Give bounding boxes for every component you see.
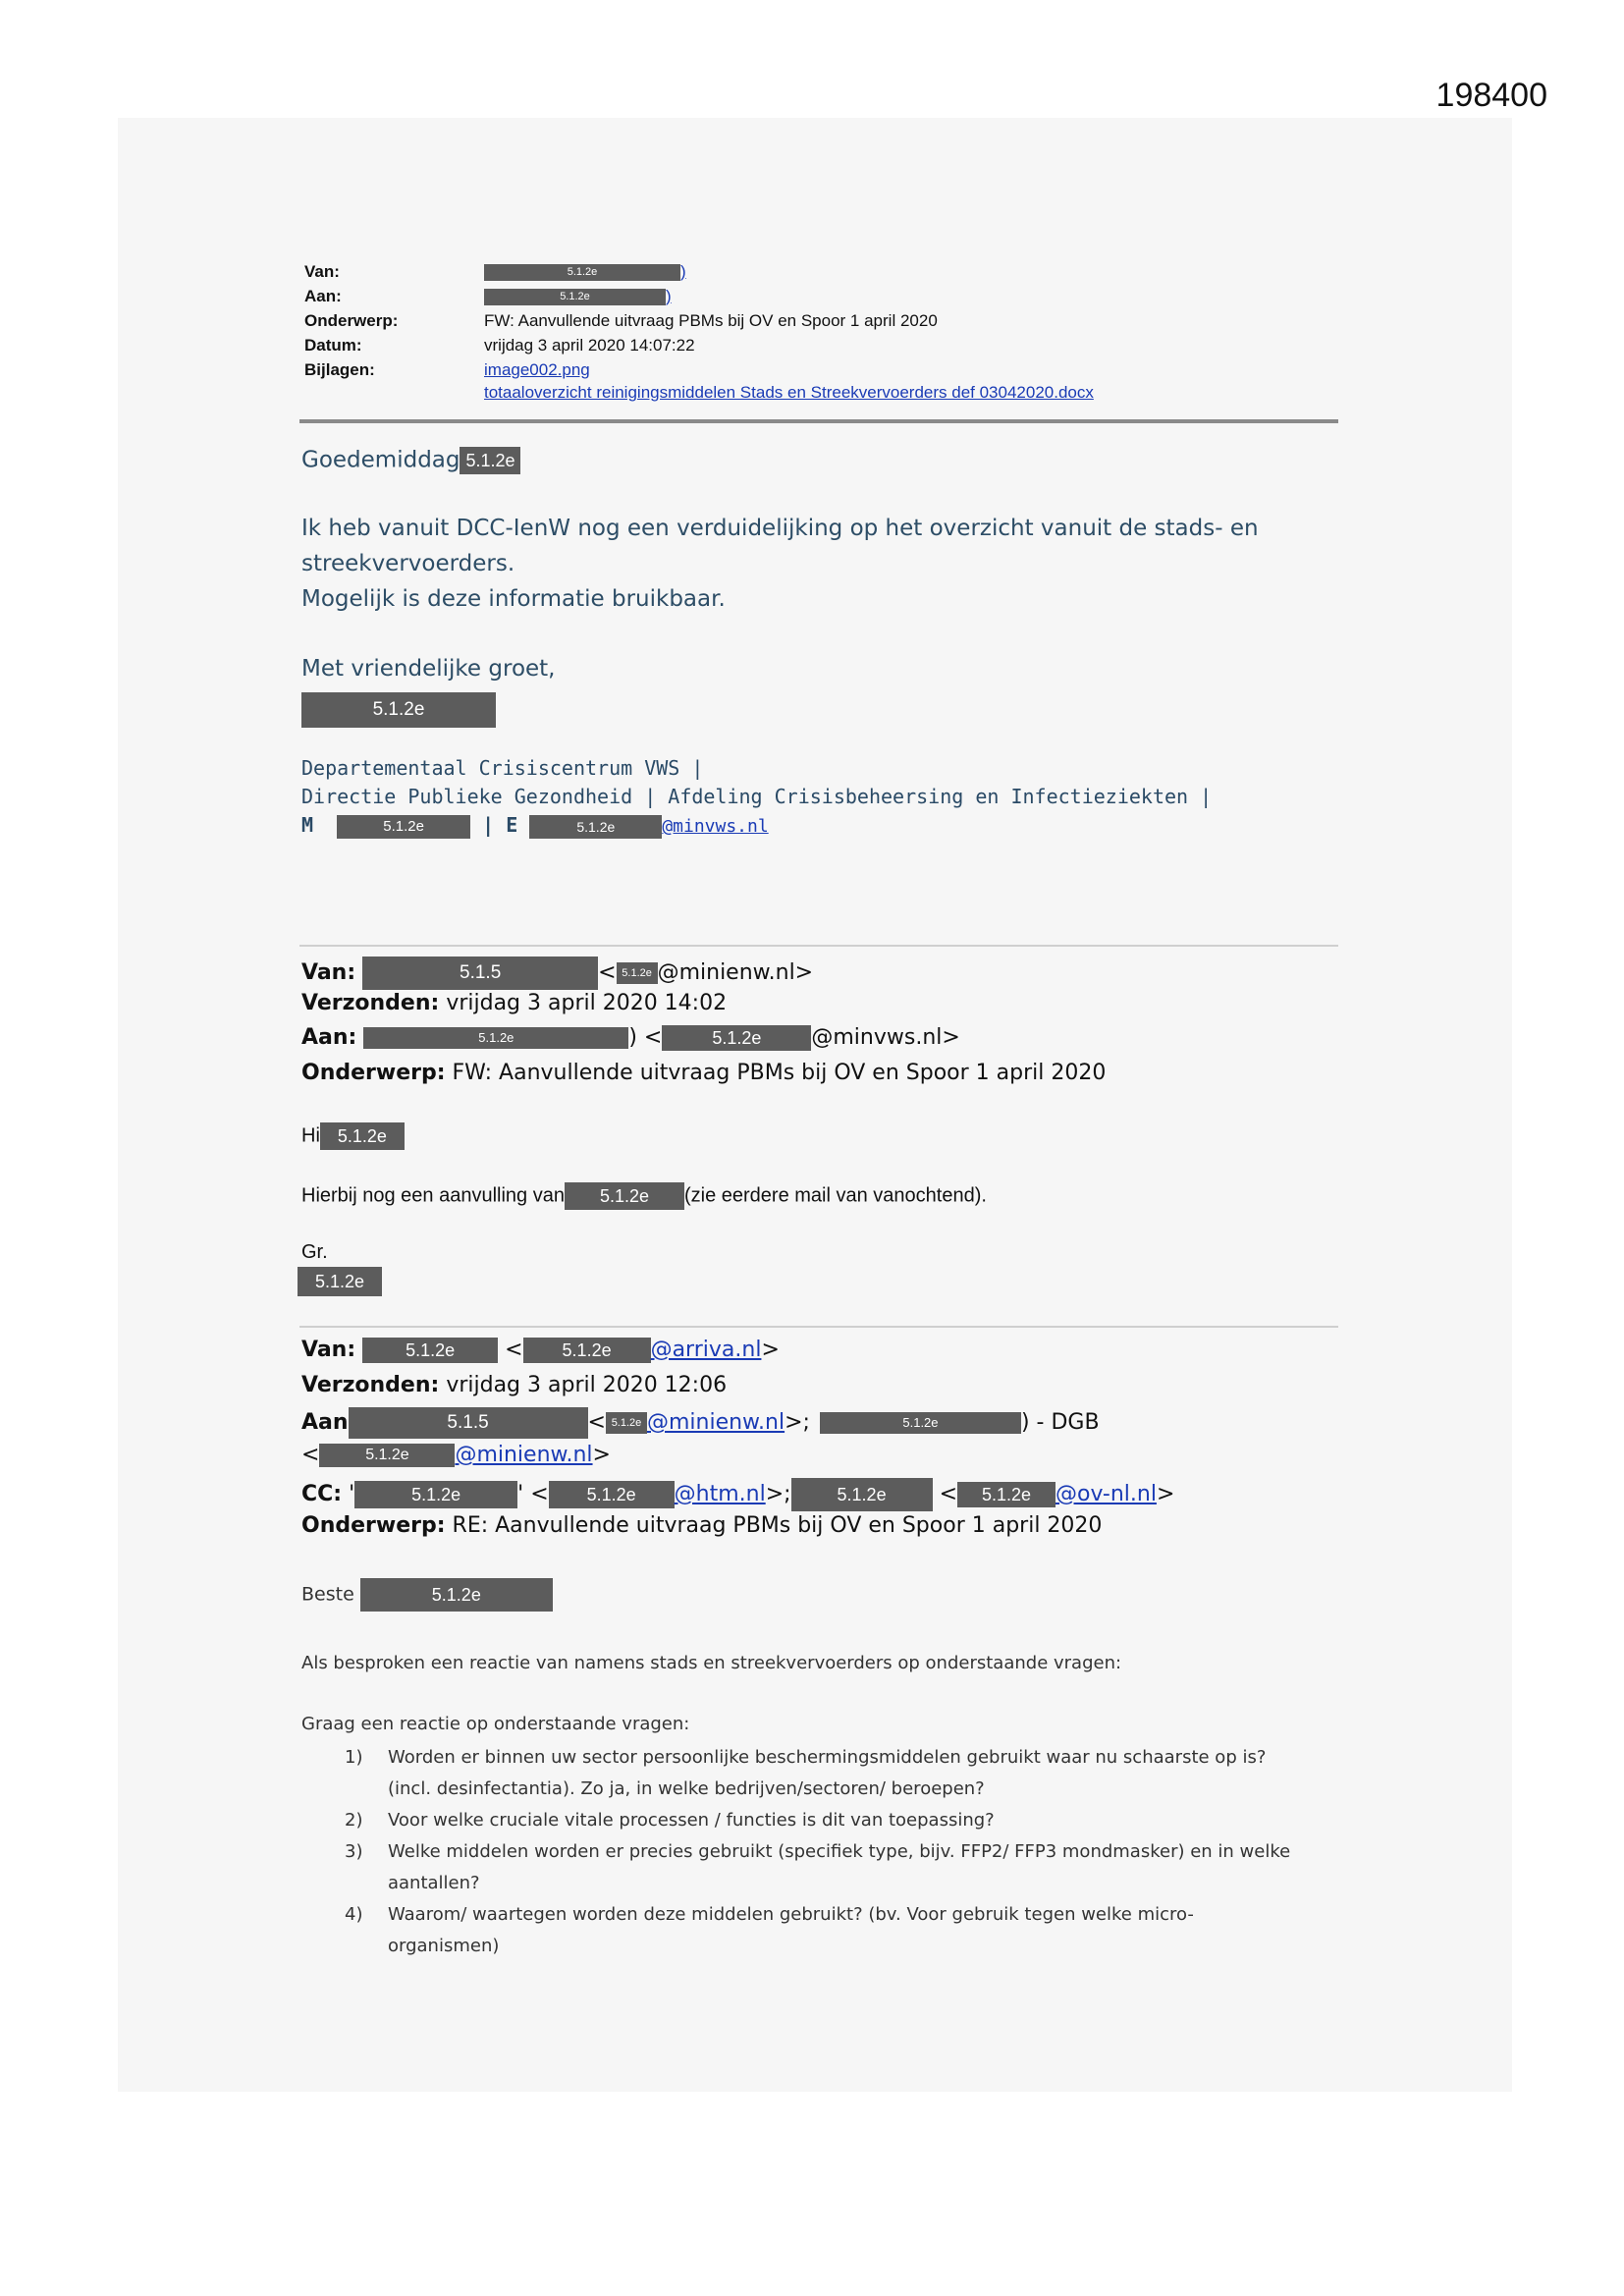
van-value [484, 262, 686, 282]
redaction-box: 5.1.2e [362, 1338, 498, 1363]
sig-e-label: | E [482, 813, 518, 837]
redaction-box: 5.1.2e [484, 264, 680, 281]
signature-line: Directie Publieke Gezondheid | Afdeling Crisisbeheersing en Infectieziekten | [301, 785, 1213, 808]
aan-sep: >; [785, 1410, 810, 1435]
aan-email-link[interactable]: @minienw.nl [646, 1410, 785, 1435]
mail2-onderwerp-row [301, 1061, 1106, 1085]
aan-label: Aan: [301, 1025, 357, 1050]
lt: < [587, 1410, 606, 1435]
signature-contact [301, 813, 769, 839]
aan-paren: ) [666, 287, 672, 305]
bijlagen-label: Bijlagen: [304, 360, 375, 379]
lt: < [301, 1443, 320, 1467]
question-text: Waarom/ waartegen worden deze middelen gebruikt? (bv. Voor gebruik tegen welke micro- [388, 1904, 1194, 1925]
van-paren: ) [680, 262, 686, 281]
aan-sep: ) < [628, 1025, 663, 1050]
list-item [301, 1836, 1342, 1899]
redaction-box: 5.1.2e [549, 1481, 675, 1508]
redaction-box: 5.1.2e [565, 1182, 684, 1210]
question-number: 4) [345, 1904, 363, 1925]
redaction-box: 5.1.2e [957, 1482, 1056, 1507]
body-line: Mogelijk is deze informatie bruikbaar. [301, 586, 726, 612]
redaction-box: 5.1.2e [662, 1025, 811, 1051]
question-text: aantallen? [388, 1873, 480, 1893]
redaction-box: 5.1.2e [617, 962, 658, 984]
aan-domain: @minvws.nl> [811, 1025, 960, 1050]
question-text: Voor welke cruciale vitale processen / functies is dit van toepassing? [388, 1810, 995, 1831]
verzonden-label: Verzonden: [301, 1373, 440, 1397]
attachment-link-2[interactable]: totaaloverzicht reinigingsmiddelen Stads en Streekvervoerders def 03042020.docx [484, 383, 1094, 402]
cc-label: CC: [301, 1482, 343, 1506]
redaction-box: 5.1.2e [337, 815, 470, 839]
mail3-intro: Als besproken een reactie van namens stads en streekvervoerders op onderstaande vragen: [301, 1653, 1122, 1673]
verzonden-label: Verzonden: [301, 991, 440, 1015]
redaction-box: 5.1.5 [362, 957, 598, 990]
list-item [301, 1899, 1342, 1962]
van-domain: @minienw.nl> [657, 960, 814, 985]
redaction-box: 5.1.2e [460, 447, 520, 474]
onderwerp-value: FW: Aanvullende uitvraag PBMs bij OV en Spoor 1 april 2020 [484, 311, 938, 330]
sig-m-label: M [301, 813, 314, 837]
cc-sep: >; [765, 1482, 791, 1506]
gt: > [592, 1443, 611, 1467]
question-text: Worden er binnen uw sector persoonlijke beschermingsmiddelen gebruikt waar nu schaarste op is? [388, 1747, 1267, 1768]
body-text: Hierbij nog een aanvulling van [301, 1184, 565, 1207]
aan-value [484, 287, 672, 306]
mail3-greeting [301, 1578, 553, 1612]
redaction-box: 5.1.2e [791, 1478, 933, 1511]
gt: > [761, 1338, 780, 1362]
van-email-link[interactable]: @arriva.nl [650, 1338, 762, 1362]
lt: < [939, 1482, 957, 1506]
aan-dgb: ) - DGB [1020, 1410, 1100, 1435]
gt: > [1156, 1482, 1175, 1506]
sig-email-link[interactable]: @minvws.nl [662, 816, 769, 837]
header-divider [299, 419, 1338, 423]
message-divider [299, 1326, 1338, 1328]
question-number: 3) [345, 1841, 363, 1862]
redaction-box: 5.1.2e [301, 692, 496, 728]
attachment-link-1[interactable]: image002.png [484, 360, 590, 379]
redaction-box: 5.1.2e [298, 1267, 382, 1296]
mail3-verzonden-row [301, 1373, 727, 1397]
mail2-sign-name [298, 1267, 382, 1296]
mail3-cc-row [301, 1478, 1174, 1511]
van-label: Van: [301, 1338, 356, 1362]
body-line: Ik heb vanuit DCC-IenW nog een verduidelijking op het overzicht vanuit de stads- en [301, 516, 1259, 541]
onderwerp-label: Onderwerp: [304, 311, 399, 330]
mail3-aan-row-2 [301, 1443, 611, 1467]
redaction-box: 5.1.5 [349, 1407, 588, 1439]
greeting [301, 447, 520, 474]
redaction-box: 5.1.2e [363, 1027, 628, 1049]
message-divider [299, 945, 1338, 947]
mail2-van-row [301, 957, 813, 990]
closing: Met vriendelijke groet, [301, 656, 556, 682]
question-number: 1) [345, 1747, 363, 1768]
mail2-greeting [301, 1122, 405, 1150]
van-label: Van: [304, 262, 340, 281]
mail3-aan-row [301, 1407, 1100, 1439]
onderwerp-label: Onderwerp: [301, 1061, 446, 1085]
body-text: (zie eerdere mail van vanochtend). [683, 1184, 987, 1207]
greeting-text: Goedemiddag [301, 447, 460, 473]
mail2-aan-row [301, 1025, 960, 1051]
lt: < [598, 960, 617, 985]
beste-text: Beste [301, 1583, 354, 1606]
question-intro: Graag een reactie op onderstaande vragen: [301, 1714, 690, 1734]
redaction-box: 5.1.2e [319, 1444, 455, 1467]
mail2-body [301, 1182, 987, 1210]
document-number: 198400 [1435, 77, 1547, 114]
onderwerp-value: RE: Aanvullende uitvraag PBMs bij OV en Spoor 1 april 2020 [452, 1513, 1103, 1538]
mail3-onderwerp-row [301, 1513, 1102, 1538]
mail2-gr: Gr. [301, 1241, 328, 1263]
verzonden-value: vrijdag 3 april 2020 12:06 [446, 1373, 728, 1397]
question-number: 2) [345, 1810, 363, 1831]
verzonden-value: vrijdag 3 april 2020 14:02 [446, 991, 728, 1015]
redaction-box: 5.1.2e [529, 815, 662, 839]
redaction-box: 5.1.2e [354, 1481, 517, 1508]
van-label: Van: [301, 960, 356, 985]
list-item [301, 1805, 1342, 1836]
question-text: organismen) [388, 1936, 500, 1956]
redaction-box: 5.1.2e [484, 289, 666, 305]
quote: ' [349, 1482, 355, 1506]
signature-line: Departementaal Crisiscentrum VWS | [301, 756, 704, 780]
mail2-verzonden-row [301, 991, 727, 1015]
redaction-box: 5.1.2e [523, 1338, 651, 1363]
redaction-box: 5.1.2e [320, 1122, 405, 1150]
question-list [301, 1742, 1342, 1962]
aan-label: Aan [301, 1410, 349, 1435]
list-item [301, 1742, 1342, 1805]
onderwerp-label: Onderwerp: [301, 1513, 446, 1538]
redaction-box: 5.1.2e [606, 1412, 647, 1434]
aan2-email-link[interactable]: @minienw.nl [455, 1443, 593, 1467]
mail3-van-row [301, 1338, 780, 1363]
cc-email-link-1[interactable]: @htm.nl [674, 1482, 766, 1506]
datum-value: vrijdag 3 april 2020 14:07:22 [484, 336, 695, 355]
redaction-box: 5.1.2e [820, 1412, 1021, 1434]
signature-name [301, 692, 496, 728]
cc-sep: ' < [517, 1482, 549, 1506]
question-text: Welke middelen worden er precies gebruikt (specifiek type, bijv. FFP2/ FFP3 mondmasker) en in welke [388, 1841, 1291, 1862]
question-text: (incl. desinfectantia). Zo ja, in welke bedrijven/sectoren/ beroepen? [388, 1778, 985, 1799]
datum-label: Datum: [304, 336, 362, 355]
cc-email-link-2[interactable]: @ov-nl.nl [1056, 1482, 1157, 1506]
onderwerp-value: FW: Aanvullende uitvraag PBMs bij OV en Spoor 1 april 2020 [452, 1061, 1107, 1085]
aan-label: Aan: [304, 287, 342, 305]
hi-text: Hi [301, 1124, 320, 1147]
redaction-box: 5.1.2e [360, 1578, 553, 1612]
body-line: streekvervoerders. [301, 551, 515, 576]
lt: < [505, 1338, 523, 1362]
